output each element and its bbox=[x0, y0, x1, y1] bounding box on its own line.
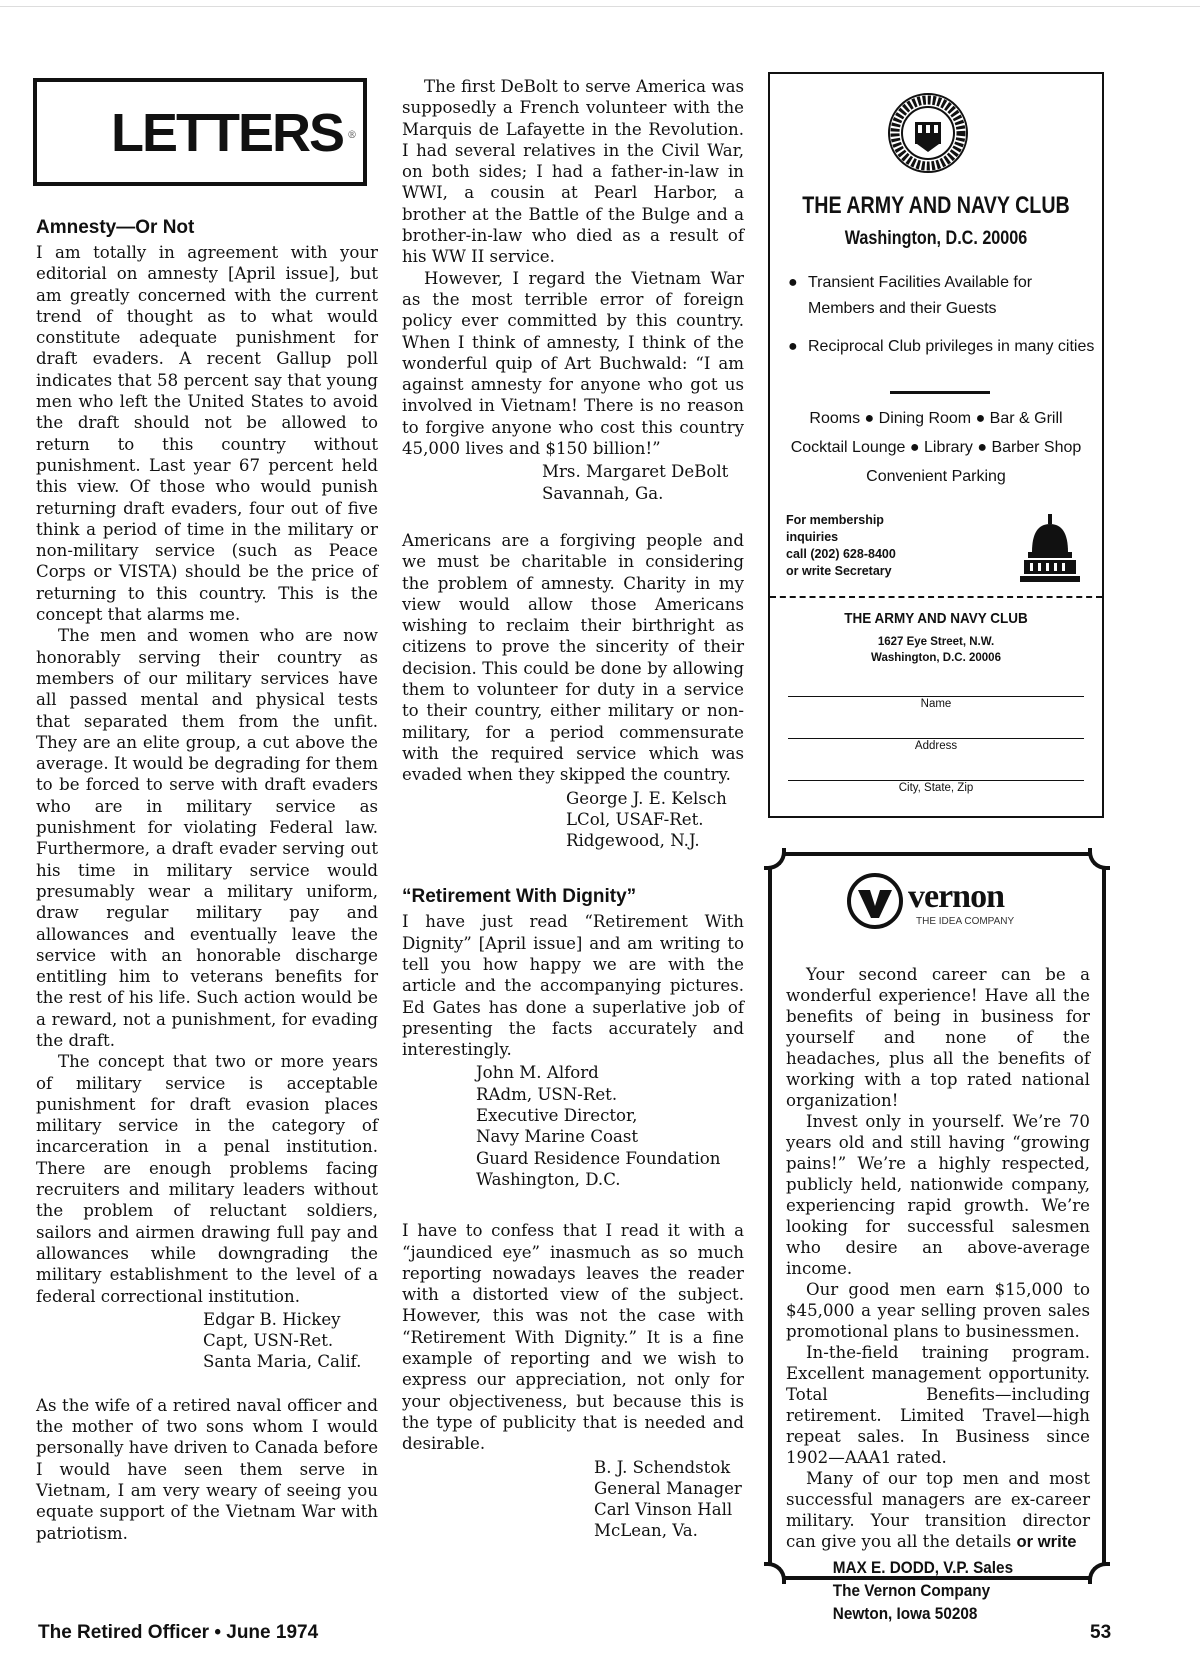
signature-line: Mrs. Margaret DeBolt bbox=[542, 462, 729, 482]
city-state-zip-field-label: City, State, Zip bbox=[898, 782, 974, 794]
amenities-line: Cocktail Lounge ● Library ● Barber Shop bbox=[790, 439, 1082, 456]
name-field-line[interactable] bbox=[788, 696, 1084, 697]
signature-line: George J. E. Kelsch bbox=[566, 788, 727, 808]
signature-line: McLean, Va. bbox=[594, 1521, 698, 1541]
or-write: or write bbox=[1016, 1532, 1077, 1551]
letter-paragraph: However, I regard the Vietnam War as the most terrible error of foreign policy ever committed by this country. When I think of amnesty, I think of the wonderful quip of Art Buchwald: “I am against amnesty for anyone who got us involved in Vietnam! There is no reason to forgive anyone who cost this country 45,000 lives and $150 billion!” bbox=[402, 268, 744, 459]
heading-amnesty: Amnesty—Or Not bbox=[36, 217, 195, 238]
amenities-line: Rooms ● Dining Room ● Bar & Grill bbox=[809, 410, 1063, 427]
address-field-line[interactable] bbox=[788, 738, 1084, 739]
footer-publication: The Retired Officer • June 1974 bbox=[38, 1622, 319, 1643]
signature-line: Washington, D.C. bbox=[476, 1169, 621, 1189]
vernon-contact: MAX E. DODD, V.P. Sales The Vernon Company Newton, Iowa 50208 bbox=[832, 1558, 1014, 1623]
army-navy-club-ad bbox=[768, 72, 1104, 818]
column-1 bbox=[36, 216, 378, 1544]
signature-line: Savannah, Ga. bbox=[542, 483, 664, 503]
letter-paragraph: I have to confess that I read it with a “jaundiced eye” inasmuch as so much reporting nowadays leaves the reader with a distorted view of the subject. However, this was not the case with “Retirement With Dignity.” It is a fine example of reporting and we wish to express our appreciation, not only for your objectiveness, but because this is the type of publicity that is needed and desirable. bbox=[402, 1221, 744, 1454]
ad-paragraph: Your second career can be a wonderful experience! Have all the benefits of being in business for yourself and none of the headaches, plus all the benefits of working with a top rated national organization! bbox=[786, 965, 1090, 1110]
vernon-logo-icon bbox=[846, 872, 904, 930]
signature-hickey bbox=[36, 1309, 378, 1373]
letters-title: LETTERS bbox=[111, 103, 344, 163]
club-city: Washington, D.C. 20006 bbox=[844, 228, 1028, 249]
top-rule bbox=[0, 6, 1200, 7]
ad-paragraph: Our good men earn $15,000 to $45,000 a year selling proven sales promotional plans to businessmen. bbox=[786, 1280, 1090, 1341]
divider bbox=[890, 391, 990, 394]
signature-line: LCol, USAF-Ret. bbox=[566, 809, 704, 829]
signature-line: B. J. Schendstok bbox=[594, 1457, 731, 1477]
club-seal-icon bbox=[887, 92, 969, 174]
ad-paragraph: In-the-field training program. Excellent management opportunity. Total Benefits—including retirement. Limited Travel—high repeat sales. In Business since 1902—AAA1 rated. bbox=[786, 1343, 1090, 1467]
coupon-cut-line bbox=[770, 596, 1102, 598]
capitol-dome-icon bbox=[1020, 512, 1080, 584]
signature-kelsch bbox=[402, 788, 744, 852]
signature-line: John M. Alford bbox=[476, 1063, 599, 1083]
letter-paragraph: I am totally in agreement with your editorial on amnesty [April issue], but am greatly concerned with the current trend of thought as to what would constitute adequate punishment for draft evaders. A recent Gallup poll indicates that 58 percent say that young men who left the United States to avoid the draft should not be allowed to return to this country without punishment. Last year 67 percent held this view. Of those who would punish returning draft evaders, four out of five think a period of time in the military or non-military service (such as Peace Corps or VISTA) should be the price of returning to this country. This is the concept that alarms me. bbox=[36, 243, 378, 625]
signature-line: Ridgewood, N.J. bbox=[566, 831, 700, 851]
vernon-tagline: THE IDEA COMPANY bbox=[916, 916, 1015, 927]
letter-paragraph: The first DeBolt to serve America was supposedly a French volunteer with the Marquis de Lafayette in the Revolution. I had several relatives in the Civil War, on both sides; I had a father-in-law in WWI, a cousin at Pearl Harbor, a brother at the Battle of the Bulge and a brother-in-law who died as a result of his WW II service. bbox=[402, 77, 744, 267]
city-state-zip-field-line[interactable] bbox=[788, 780, 1084, 781]
letter-paragraph: The concept that two or more years of military service is acceptable punishment for draft evasion places military service in the category of incarceration in a penal institution. There are enough problems facing recruiters and military leaders without the problem of reluctant soldiers, sailors and airmen drawing full pay and allowances while downgrading the military establishment to the level of a federal correctional institution. bbox=[36, 1052, 378, 1306]
coupon-address-line: 1627 Eye Street, N.W. bbox=[877, 636, 995, 648]
signature-line: Executive Director, bbox=[476, 1106, 638, 1126]
letter-paragraph: I have just read “Retirement With Dignity” [April issue] and am writing to tell you how happy we are with the article and the accompanying pictures. Ed Gates has done a superlative job of presenting the facts accurately and interestingly. bbox=[402, 912, 744, 1060]
name-field-label: Name bbox=[920, 698, 952, 710]
vernon-ad bbox=[768, 852, 1106, 1623]
signature-line: Navy Marine Coast bbox=[476, 1127, 639, 1147]
letter-paragraph: As the wife of a retired naval officer and the mother of two sons whom I would personally have driven to Canada before I would have seen them serve in Vietnam, I am very weary of seeing you equate support of the Vietnam War with patriotism. bbox=[36, 1395, 379, 1543]
signature-line: Capt, USN-Ret. bbox=[203, 1331, 334, 1351]
signature-line: General Manager bbox=[594, 1478, 742, 1498]
membership-info: For membership inquiries call (202) 628-8400 or write Secretary bbox=[786, 513, 896, 578]
letters-header bbox=[33, 78, 367, 186]
ad-paragraph: Many of our top men and most successful managers are ex-career military. Your transition director can give you all the details or write bbox=[786, 1469, 1090, 1551]
club-name: THE ARMY AND NAVY CLUB bbox=[802, 192, 1070, 219]
bullet-item: ● Reciprocal Club privileges in many cities bbox=[788, 338, 1095, 355]
signature-line: Guard Residence Foundation bbox=[476, 1148, 721, 1168]
address-field-label: Address bbox=[914, 740, 958, 752]
registered-mark: ® bbox=[347, 130, 357, 141]
signature-line: RAdm, USN-Ret. bbox=[476, 1084, 618, 1104]
signature-alford bbox=[402, 1062, 744, 1190]
letter-paragraph: Americans are a forgiving people and we must be charitable in considering the problem of amnesty. Charity in my view would allow those Americans wishing to reclaim their birthright as citizens to prove the sincerity of their decision. This could be done by allowing them to volunteer for duty in a service to their country, either military or non-military, for a period commensurate with the required service which was evaded when they skipped the country. bbox=[402, 530, 744, 785]
signature-debolt bbox=[402, 461, 744, 504]
page-number: 53 bbox=[1090, 1622, 1112, 1643]
heading-retirement: “Retirement With Dignity” bbox=[402, 886, 637, 908]
amenities-line: Convenient Parking bbox=[866, 468, 1006, 485]
letter-paragraph: The men and women who are now honorably serving their country as members of our military services have all passed mental and physical tests that separated them from the unfit. They are an elite group, a cut above the average. It would be degrading for them to be forced to serve with draft evaders who are in military service as punishment for violating Federal law. Furthermore, a draft evader serving out his time in military service would presumably wear a military uniform, draw regular military pay and allowances and eventually leave the service with an honorable discharge entitling him to veterans benefits for the rest of his life. Such action would be a reward, not a punishment, for evading the draft. bbox=[36, 626, 378, 1050]
coupon-address-line: Washington, D.C. 20006 bbox=[871, 652, 1001, 664]
vernon-copy bbox=[786, 964, 1090, 1625]
coupon-club-name: THE ARMY AND NAVY CLUB bbox=[844, 610, 1028, 627]
ad-paragraph: Invest only in yourself. We’re 70 years old and still having “growing pains!” We’re a highly respected, publicly held, nationwide company, experiencing rapid growth. We’re looking for successful salesmen who desire an above-average income. bbox=[786, 1112, 1090, 1278]
signature-line: Carl Vinson Hall bbox=[594, 1500, 733, 1520]
signature-line: Santa Maria, Calif. bbox=[203, 1352, 362, 1372]
club-bullets bbox=[786, 270, 1096, 372]
signature-line: Edgar B. Hickey bbox=[203, 1309, 341, 1329]
column-2 bbox=[402, 76, 744, 1542]
signature-schendstok bbox=[402, 1457, 744, 1542]
vernon-brand: vernon bbox=[908, 878, 1004, 915]
bullet-item: ● Transient Facilities Available for Members and their Guests bbox=[788, 274, 1033, 317]
